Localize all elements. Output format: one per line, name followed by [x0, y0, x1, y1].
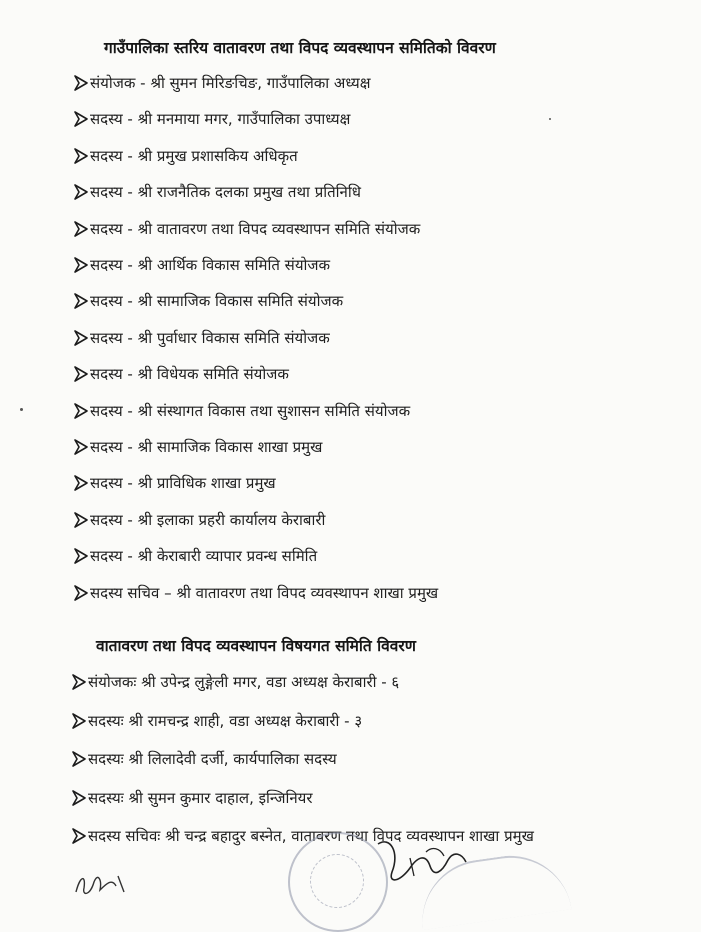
- list-item-text: सदस्यः श्री रामचन्द्र शाही, वडा अध्यक्ष केराबारी - ३: [88, 711, 363, 730]
- arrow-bullet-icon: [74, 293, 88, 309]
- list-item-text: सदस्य - श्री राजनैतिक दलका प्रमुख तथा प्रतिनिधि: [90, 183, 361, 202]
- list-item-text: संयोजकः श्री उपेन्द्र लुङ्गेली मगर, वडा अध्यक्ष केराबारी - ६: [88, 673, 400, 691]
- arrow-bullet-icon: [74, 585, 88, 601]
- arrow-bullet-icon: [74, 184, 88, 200]
- arrow-bullet-icon: [72, 713, 86, 729]
- list-item-text: सदस्य - श्री इलाका प्रहरी कार्यालय केराबारी: [90, 510, 326, 529]
- arrow-bullet-icon: [74, 475, 88, 491]
- arrow-bullet-icon: [74, 512, 88, 528]
- list-item: [74, 546, 317, 566]
- list-item: [74, 328, 330, 348]
- list-item-text: सदस्य - श्री आर्थिक विकास समिति संयोजक: [90, 256, 331, 274]
- list-item: [72, 788, 313, 808]
- list-item: [72, 749, 337, 769]
- arrow-bullet-icon: [74, 330, 88, 346]
- scan-speck: [20, 408, 23, 411]
- list-item: [74, 401, 410, 421]
- list-item-text: सदस्य - श्री मनमाया मगर, गाउँपालिका उपाध्यक्ष: [90, 110, 351, 129]
- list-item: [74, 109, 350, 129]
- list-item-text: सदस्य - श्री प्रमुख प्रशासकिय अधिकृत: [90, 146, 298, 165]
- list-item-text: सदस्यः श्री सुमन कुमार दाहाल, इन्जिनियर: [88, 788, 313, 807]
- arrow-bullet-icon: [74, 221, 88, 237]
- list-item-text: सदस्य सचिव – श्री वातावरण तथा विपद व्यवस्थापन शाखा प्रमुख: [90, 583, 439, 602]
- list-item: [72, 672, 399, 692]
- list-item: [74, 146, 298, 166]
- signature-icon: [370, 832, 480, 892]
- arrow-bullet-icon: [74, 439, 88, 455]
- list-item: [74, 291, 343, 311]
- arrow-bullet-icon: [74, 111, 88, 127]
- list-item: [74, 583, 438, 603]
- initials-signature-icon: [72, 866, 132, 900]
- list-item-text: सदस्य - श्री विधेयक समिति संयोजक: [90, 365, 289, 384]
- list-item-text: सदस्य - श्री प्राविधिक शाखा प्रमुख: [90, 474, 276, 493]
- list-item: [74, 73, 370, 93]
- arrow-bullet-icon: [74, 75, 88, 91]
- arrow-bullet-icon: [74, 548, 88, 564]
- list-item: [74, 437, 322, 457]
- list-item: [74, 255, 330, 275]
- list-item: [72, 711, 362, 731]
- list-item: [74, 364, 289, 384]
- list-item-text: सदस्यः श्री लिलादेवी दर्जी, कार्यपालिका सदस्य: [88, 750, 337, 768]
- list-item-text: सदस्य - श्री संस्थागत विकास तथा सुशासन समिति संयोजक: [90, 401, 411, 420]
- list-item-text: सदस्य - श्री सामाजिक विकास समिति संयोजक: [90, 292, 344, 311]
- arrow-bullet-icon: [72, 674, 86, 690]
- list-item: [74, 182, 361, 202]
- arrow-bullet-icon: [72, 751, 86, 767]
- list-item: [74, 219, 420, 239]
- list-item: [74, 473, 276, 493]
- section1-title: गाउँपालिका स्तरिय वातावरण तथा विपद व्यवस्थापन समितिको विवरण: [104, 39, 496, 57]
- list-item-text: सदस्य - श्री सामाजिक विकास शाखा प्रमुख: [90, 438, 323, 456]
- section2-title: वातावरण तथा विपद व्यवस्थापन विषयगत समिति विवरण: [96, 637, 416, 655]
- arrow-bullet-icon: [74, 403, 88, 419]
- arrow-bullet-icon: [74, 148, 88, 164]
- arrow-bullet-icon: [74, 366, 88, 382]
- scan-speck: [549, 118, 551, 120]
- list-item-text: सदस्य सचिवः श्री चन्द्र बहादुर बस्नेत, वातावरण तथा विपद व्यवस्थापन शाखा प्रमुख: [88, 827, 534, 845]
- list-item-text: सदस्य - श्री पुर्वाधार विकास समिति संयोजक: [90, 328, 330, 347]
- arrow-bullet-icon: [72, 828, 86, 844]
- arrow-bullet-icon: [74, 257, 88, 273]
- list-item-text: संयोजक - श्री सुमन मिरिङचिङ, गाउँपालिका अध्यक्ष: [90, 74, 371, 92]
- list-item-text: सदस्य - श्री केराबारी व्यापार प्रवन्ध समिति: [90, 547, 318, 566]
- list-item-text: सदस्य - श्री वातावरण तथा विपद व्यवस्थापन समिति संयोजक: [90, 219, 421, 238]
- list-item: [74, 510, 325, 530]
- arrow-bullet-icon: [72, 790, 86, 806]
